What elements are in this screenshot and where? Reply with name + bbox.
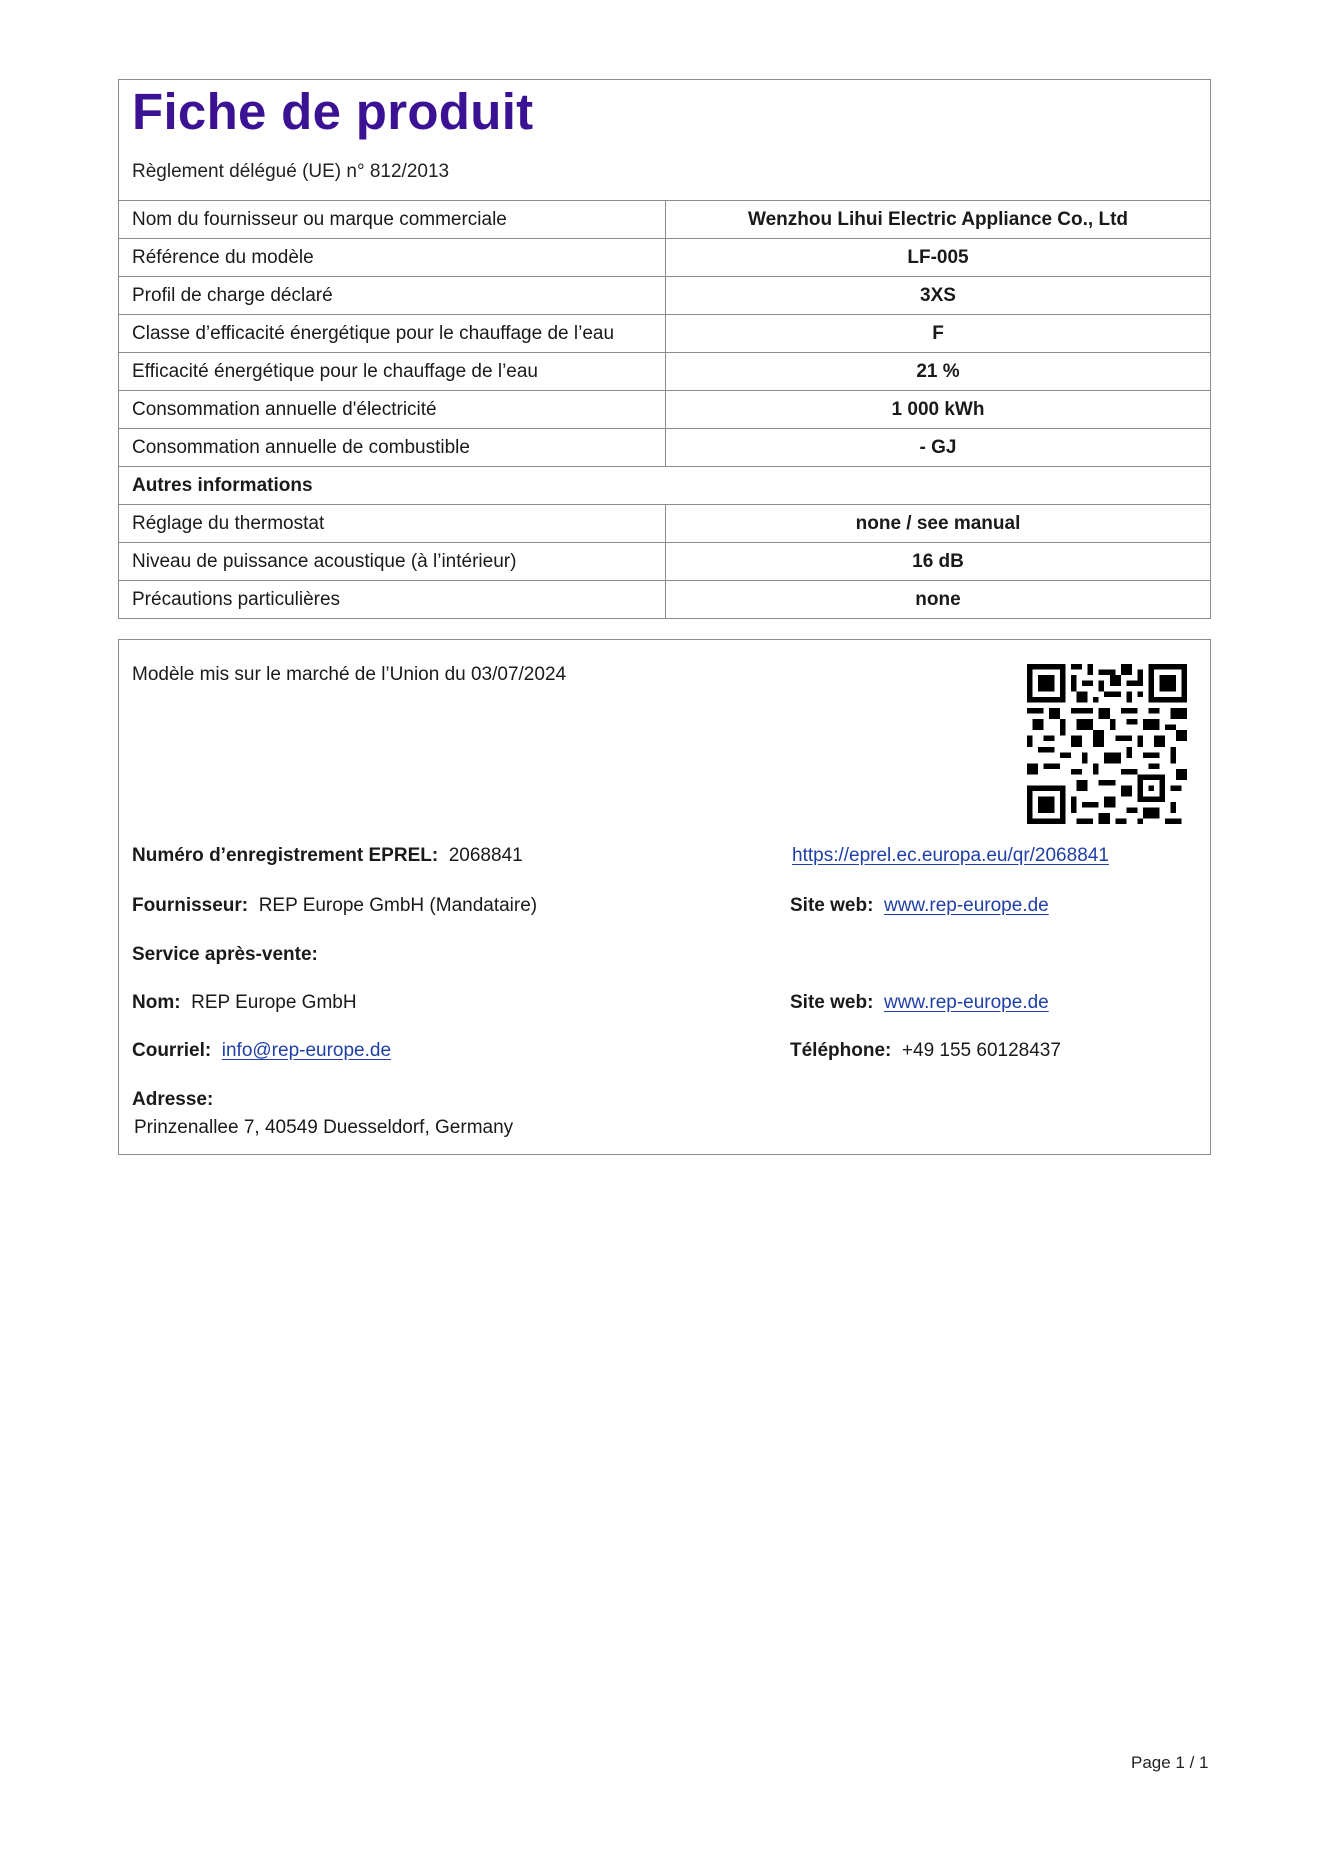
- supplier-value: REP Europe GmbH (Mandataire): [258, 895, 538, 916]
- website-link[interactable]: www.rep-europe.de: [883, 895, 1049, 916]
- table-row: [119, 429, 1210, 467]
- supplier-line: [132, 895, 537, 917]
- website-label: Site web:: [790, 895, 874, 916]
- sheet-header: [119, 80, 1210, 201]
- row-value: F: [666, 315, 1211, 353]
- market-date-text: Modèle mis sur le marché de l’Union du 03/07/2024: [132, 664, 567, 685]
- row-value: 1 000 kWh: [666, 391, 1211, 429]
- table-row: [119, 315, 1210, 353]
- row-label: Consommation annuelle de combustible: [119, 429, 666, 467]
- table-row: [119, 581, 1210, 619]
- service-website-label: Site web:: [790, 992, 874, 1013]
- row-label: Précautions particulières: [119, 581, 666, 619]
- row-value: Wenzhou Lihui Electric Appliance Co., Ltd: [747, 208, 1129, 230]
- table-row: [119, 239, 1210, 277]
- eprel-url-link[interactable]: https://eprel.ec.europa.eu/qr/2068841: [792, 845, 1109, 866]
- eprel-line: [132, 845, 523, 867]
- row-label: Consommation annuelle d'électricité: [119, 391, 666, 429]
- table-row: [119, 353, 1210, 391]
- table-row: [119, 277, 1210, 315]
- row-label: Niveau de puissance acoustique (à l’intérieur): [119, 543, 666, 581]
- row-value: 3XS: [666, 277, 1211, 315]
- eprel-label: Numéro d’enregistrement EPREL:: [132, 845, 439, 866]
- service-heading: Service après-vente:: [132, 944, 318, 965]
- eprel-number: 2068841: [448, 845, 523, 866]
- row-value: - GJ: [666, 429, 1211, 467]
- name-label: Nom:: [132, 992, 181, 1013]
- service-name-line: [132, 992, 357, 1014]
- page-number: Page 1 / 1: [1131, 1753, 1209, 1772]
- section-heading: Autres informations: [119, 467, 1210, 505]
- row-label: Profil de charge déclaré: [119, 277, 666, 315]
- email-line: [132, 1040, 391, 1062]
- row-label: Classe d’efficacité énergétique pour le chauffage de l’eau: [119, 315, 666, 353]
- row-value: none / see manual: [666, 505, 1211, 543]
- row-value: 16 dB: [666, 543, 1211, 581]
- address-label: Adresse:: [132, 1089, 214, 1110]
- row-value: 21 %: [666, 353, 1211, 391]
- service-website-line: [790, 992, 1049, 1014]
- supplier-details-box: [118, 639, 1211, 1155]
- row-label: Efficacité énergétique pour le chauffage de l’eau: [119, 353, 666, 391]
- qr-code-icon[interactable]: [1027, 664, 1187, 824]
- row-label: Nom du fournisseur ou marque commerciale: [119, 201, 666, 239]
- row-label: Réglage du thermostat: [119, 505, 666, 543]
- phone-label: Téléphone:: [790, 1040, 892, 1061]
- product-info-box: [118, 79, 1211, 619]
- table-row: [119, 505, 1210, 543]
- table-row: [119, 201, 1210, 239]
- section-row: [119, 467, 1210, 505]
- name-value: REP Europe GmbH: [191, 992, 357, 1013]
- page-title: Fiche de produit: [132, 83, 534, 140]
- supplier-label: Fournisseur:: [132, 895, 249, 916]
- email-link[interactable]: info@rep-europe.de: [221, 1040, 392, 1061]
- address-value: Prinzenallee 7, 40549 Duesseldorf, Germany: [134, 1117, 514, 1138]
- product-info-table: [119, 201, 1210, 618]
- row-value: none: [666, 581, 1211, 619]
- table-row: [119, 391, 1210, 429]
- row-value: LF-005: [666, 239, 1211, 277]
- regulation-reference: Règlement délégué (UE) n° 812/2013: [132, 161, 450, 182]
- website-line: [790, 895, 1049, 917]
- phone-line: [790, 1040, 1061, 1062]
- phone-value: +49 155 60128437: [901, 1040, 1061, 1061]
- table-row: [119, 543, 1210, 581]
- row-label: Référence du modèle: [119, 239, 666, 277]
- email-label: Courriel:: [132, 1040, 212, 1061]
- service-website-link[interactable]: www.rep-europe.de: [883, 992, 1049, 1013]
